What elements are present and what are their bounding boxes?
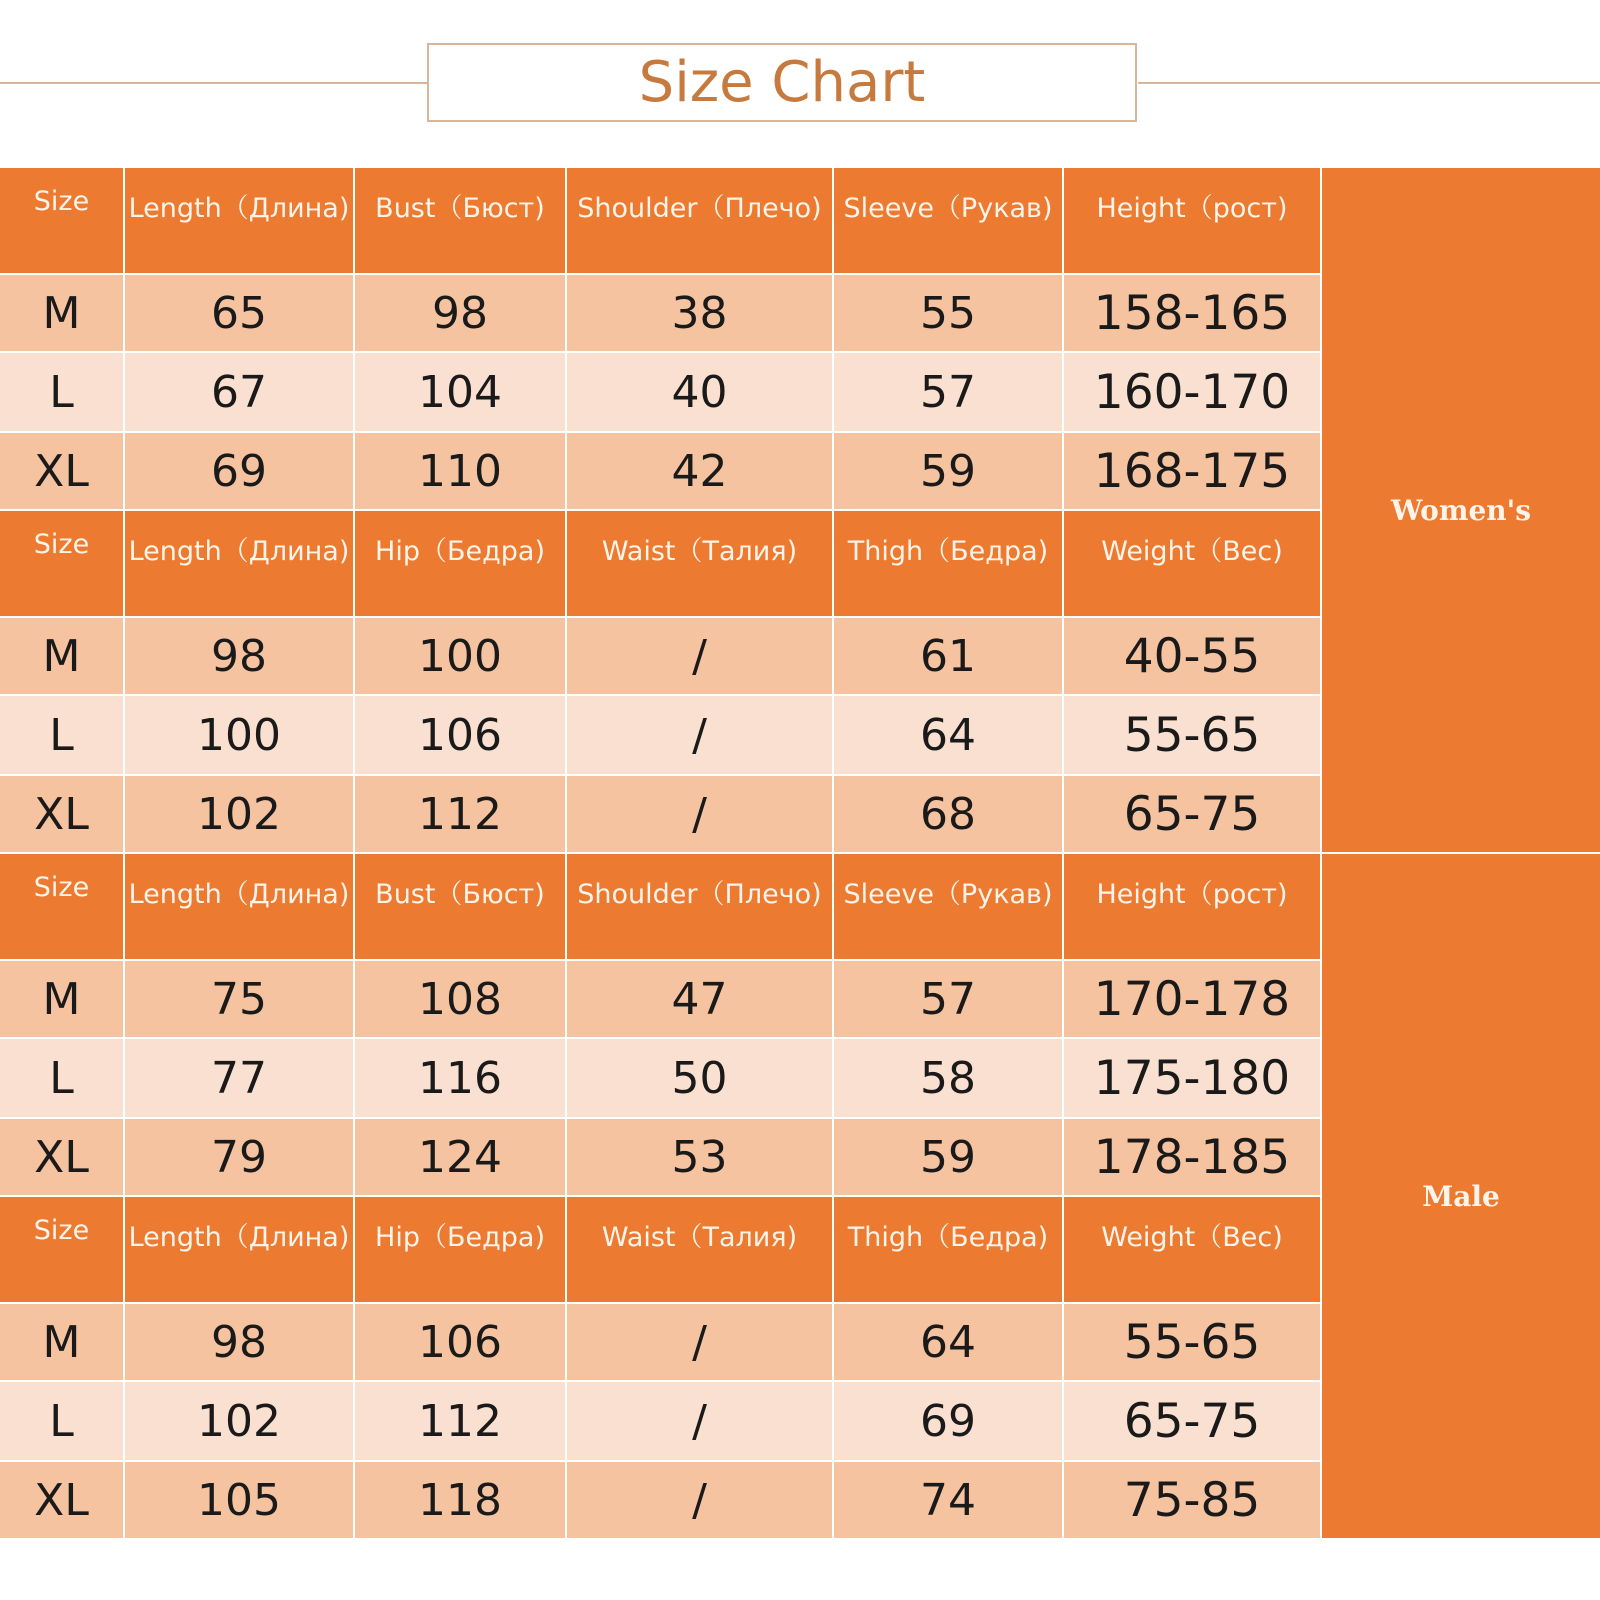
column-header: Length（Длина) — [125, 511, 355, 618]
table-cell — [567, 433, 834, 511]
table-cell — [355, 1039, 567, 1119]
table-cell — [567, 1039, 834, 1119]
table-cell — [1064, 776, 1322, 854]
table-cell — [834, 1462, 1064, 1540]
column-header: Height（рост) — [1064, 854, 1322, 961]
measurement-value: 104 — [418, 366, 502, 418]
table-cell — [355, 961, 567, 1039]
table-cell — [1064, 353, 1322, 433]
table-cell — [1064, 275, 1322, 353]
measurement-value: 98 — [432, 287, 488, 339]
column-header: Weight（Вес) — [1064, 1197, 1322, 1304]
table-cell — [834, 696, 1064, 776]
column-header: Weight（Вес) — [1064, 511, 1322, 618]
table-cell — [834, 618, 1064, 696]
table-cell — [125, 696, 355, 776]
table-cell — [0, 353, 125, 433]
size-label: XL — [34, 1474, 89, 1526]
column-header: Waist（Талия) — [567, 1197, 834, 1304]
column-header: Waist（Талия) — [567, 511, 834, 618]
measurement-value: 77 — [211, 1052, 267, 1104]
table-cell — [125, 1304, 355, 1382]
size-label: L — [49, 1395, 74, 1447]
table-cell — [567, 1119, 834, 1197]
table-cell — [1064, 1382, 1322, 1462]
table-cell — [567, 776, 834, 854]
table-cell — [0, 1119, 125, 1197]
table-cell — [125, 433, 355, 511]
table-cell — [355, 776, 567, 854]
measurement-value: / — [692, 788, 707, 840]
measurement-value: 105 — [197, 1474, 281, 1526]
measurement-value: 55-65 — [1123, 707, 1261, 763]
measurement-value: 57 — [920, 973, 976, 1025]
measurement-value: 98 — [211, 630, 267, 682]
table-cell — [125, 618, 355, 696]
size-label: M — [42, 630, 81, 682]
measurement-value: 118 — [418, 1474, 502, 1526]
table-cell — [0, 1039, 125, 1119]
column-header: Thigh（Бедра) — [834, 1197, 1064, 1304]
table-cell — [1064, 1462, 1322, 1540]
table-cell — [1064, 1119, 1322, 1197]
size-label: L — [49, 709, 74, 761]
measurement-value: 69 — [920, 1395, 976, 1447]
measurement-value: 47 — [671, 973, 728, 1025]
measurement-value: 64 — [920, 1316, 976, 1368]
measurement-value: 108 — [418, 973, 502, 1025]
measurement-value: 65 — [211, 287, 267, 339]
table-cell — [125, 353, 355, 433]
table-cell — [834, 776, 1064, 854]
table-cell — [0, 433, 125, 511]
size-label: L — [49, 1052, 74, 1104]
size-label: M — [42, 1316, 81, 1368]
measurement-value: 74 — [920, 1474, 976, 1526]
table-cell — [125, 1382, 355, 1462]
table-cell — [834, 1119, 1064, 1197]
measurement-value: / — [692, 1474, 707, 1526]
column-header: Height（рост) — [1064, 168, 1322, 275]
measurement-value: 50 — [671, 1052, 728, 1104]
measurement-value: 40 — [671, 366, 728, 418]
title-area — [0, 0, 1600, 160]
measurement-value: 59 — [920, 1131, 976, 1183]
measurement-value: 67 — [211, 366, 267, 418]
table-cell — [567, 961, 834, 1039]
measurement-value: 170-178 — [1093, 971, 1291, 1027]
measurement-value: 53 — [671, 1131, 728, 1183]
table-cell — [0, 275, 125, 353]
column-header: Length（Длина) — [125, 168, 355, 275]
measurement-value: 98 — [211, 1316, 267, 1368]
table-cell — [834, 433, 1064, 511]
measurement-value: 112 — [418, 1395, 502, 1447]
measurement-value: 55-65 — [1123, 1314, 1261, 1370]
measurement-value: 59 — [920, 445, 976, 497]
measurement-value: 75-85 — [1123, 1472, 1261, 1528]
measurement-value: 100 — [418, 630, 502, 682]
table-cell — [0, 1304, 125, 1382]
column-header: Sleeve（Рукав) — [834, 854, 1064, 961]
table-cell — [567, 1382, 834, 1462]
table-cell — [355, 1119, 567, 1197]
size-label: M — [42, 287, 81, 339]
page-title: Size Chart — [427, 43, 1137, 122]
table-cell — [0, 961, 125, 1039]
table-cell — [834, 275, 1064, 353]
table-cell — [0, 776, 125, 854]
measurement-value: 160-170 — [1093, 364, 1291, 420]
measurement-value: / — [692, 1395, 707, 1447]
table-cell — [125, 275, 355, 353]
table-cell — [355, 353, 567, 433]
measurement-value: 158-165 — [1093, 285, 1291, 341]
title-divider-right — [1138, 82, 1600, 84]
column-header: Hip（Бедра) — [355, 511, 567, 618]
measurement-value: 68 — [920, 788, 976, 840]
size-chart-table — [0, 168, 1600, 1540]
table-cell — [125, 1039, 355, 1119]
measurement-value: 116 — [418, 1052, 502, 1104]
column-header: Bust（Бюст) — [355, 168, 567, 275]
column-header: Shoulder（Плечо) — [567, 168, 834, 275]
table-cell — [355, 1382, 567, 1462]
column-header: Bust（Бюст) — [355, 854, 567, 961]
size-label: M — [42, 973, 81, 1025]
measurement-value: 61 — [920, 630, 976, 682]
measurement-value: 64 — [920, 709, 976, 761]
table-cell — [567, 618, 834, 696]
measurement-value: 65-75 — [1123, 1393, 1261, 1449]
column-header: Shoulder（Плечо) — [567, 854, 834, 961]
measurement-value: 178-185 — [1093, 1129, 1291, 1185]
measurement-value: 106 — [418, 1316, 502, 1368]
table-cell — [355, 1304, 567, 1382]
table-cell — [125, 961, 355, 1039]
size-label: XL — [34, 788, 89, 840]
table-cell — [567, 1304, 834, 1382]
measurement-value: 175-180 — [1093, 1050, 1291, 1106]
column-header: Length（Длина) — [125, 854, 355, 961]
table-cell — [834, 1382, 1064, 1462]
table-cell — [355, 275, 567, 353]
size-label: L — [49, 366, 74, 418]
measurement-value: 57 — [920, 366, 976, 418]
table-cell — [0, 1382, 125, 1462]
table-cell — [1064, 1039, 1322, 1119]
column-header: Sleeve（Рукав) — [834, 168, 1064, 275]
measurement-value: / — [692, 1316, 707, 1368]
measurement-value: 124 — [418, 1131, 502, 1183]
column-header: Size — [0, 1197, 125, 1304]
measurement-value: 40-55 — [1123, 628, 1261, 684]
table-cell — [355, 1462, 567, 1540]
table-cell — [567, 1462, 834, 1540]
measurement-value: 75 — [211, 973, 267, 1025]
measurement-value: 42 — [671, 445, 728, 497]
size-label: XL — [34, 1131, 89, 1183]
measurement-value: 58 — [920, 1052, 976, 1104]
table-cell — [834, 353, 1064, 433]
column-header: Hip（Бедра) — [355, 1197, 567, 1304]
measurement-value: 65-75 — [1123, 786, 1261, 842]
measurement-value: 102 — [197, 788, 281, 840]
group-label-womens: Women's — [1322, 168, 1600, 854]
table-cell — [0, 696, 125, 776]
table-cell — [834, 961, 1064, 1039]
column-header: Thigh（Бедра) — [834, 511, 1064, 618]
table-cell — [125, 776, 355, 854]
table-cell — [355, 696, 567, 776]
table-cell — [0, 1462, 125, 1540]
table-cell — [1064, 1304, 1322, 1382]
table-cell — [567, 275, 834, 353]
table-cell — [567, 696, 834, 776]
measurement-value: / — [692, 630, 707, 682]
group-label-male: Male — [1322, 854, 1600, 1540]
measurement-value: 100 — [197, 709, 281, 761]
table-cell — [1064, 961, 1322, 1039]
column-header: Size — [0, 854, 125, 961]
size-label: XL — [34, 445, 89, 497]
measurement-value: 79 — [211, 1131, 267, 1183]
measurement-value: 102 — [197, 1395, 281, 1447]
table-cell — [125, 1119, 355, 1197]
table-cell — [355, 433, 567, 511]
measurement-value: 110 — [418, 445, 502, 497]
measurement-value: 55 — [920, 287, 976, 339]
table-cell — [567, 353, 834, 433]
measurement-value: / — [692, 709, 707, 761]
table-cell — [125, 1462, 355, 1540]
measurement-value: 168-175 — [1093, 443, 1291, 499]
measurement-value: 38 — [671, 287, 728, 339]
measurement-value: 106 — [418, 709, 502, 761]
column-header: Size — [0, 511, 125, 618]
column-header: Size — [0, 168, 125, 275]
table-cell — [1064, 433, 1322, 511]
table-cell — [0, 618, 125, 696]
table-cell — [1064, 618, 1322, 696]
measurement-value: 112 — [418, 788, 502, 840]
table-cell — [355, 618, 567, 696]
table-cell — [1064, 696, 1322, 776]
measurement-value: 69 — [211, 445, 267, 497]
table-cell — [834, 1039, 1064, 1119]
column-header: Length（Длина) — [125, 1197, 355, 1304]
title-divider-left — [0, 82, 428, 84]
table-cell — [834, 1304, 1064, 1382]
